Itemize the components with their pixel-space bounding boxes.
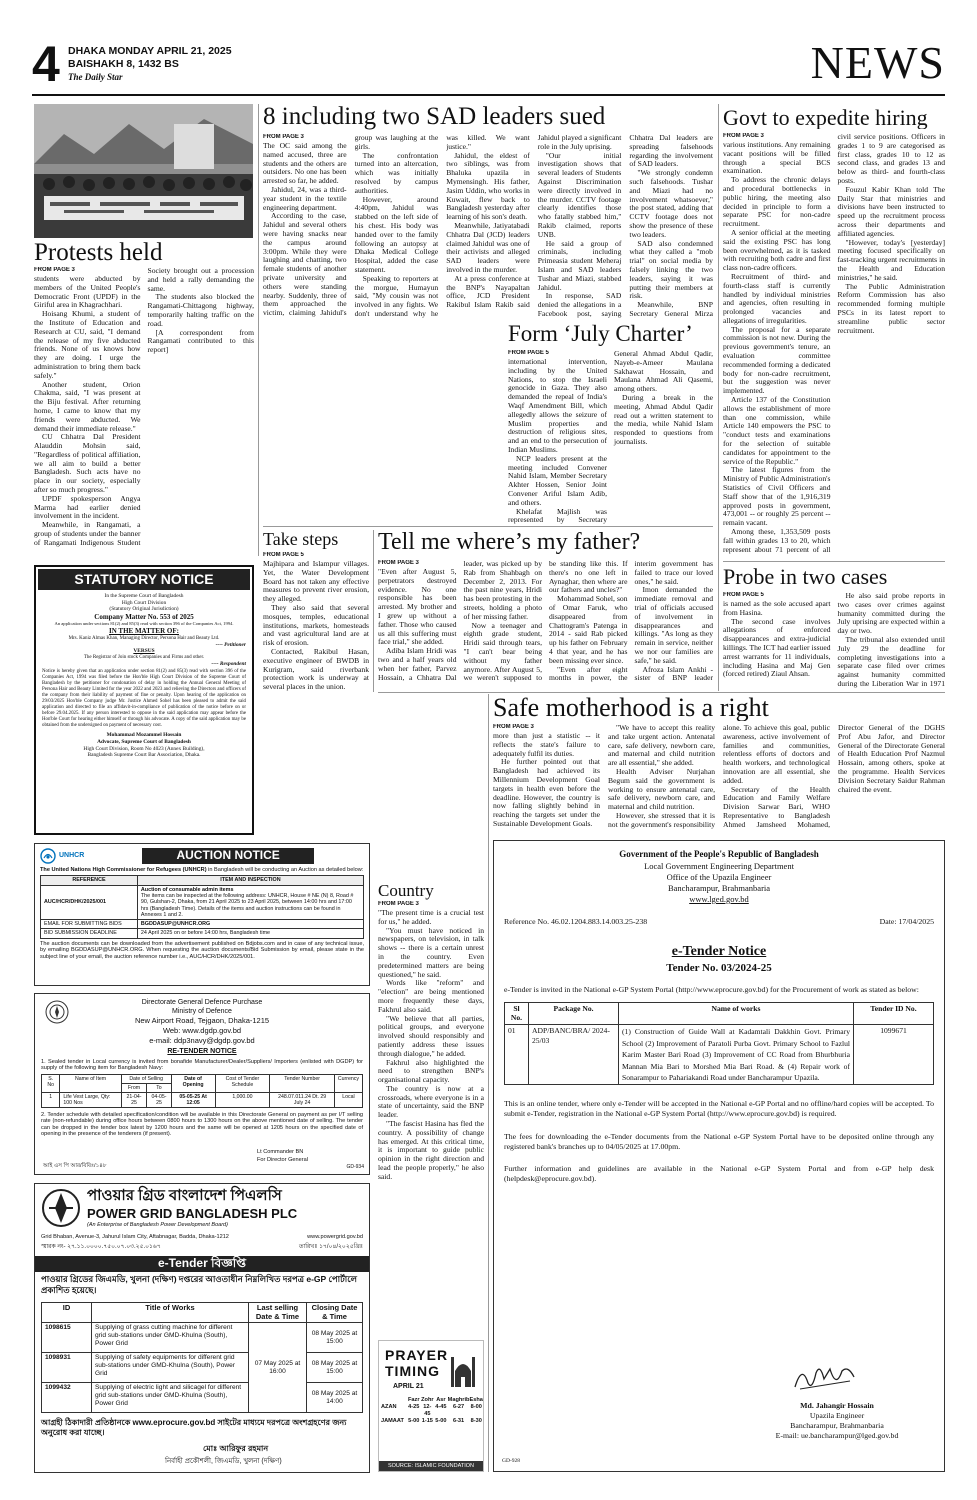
probe-headline: Probe in two cases bbox=[723, 565, 888, 589]
protests-paragraph: Meanwhile, in Rangamati, a group of students under the banner of Rangamati Indigenous Student Society brought out a procession and held a rally demanding the same. bbox=[34, 267, 254, 547]
pgcb-intro: পাওয়ার গ্রিডের জিএমডি, খুলনা (দক্ষিণ) দপ্তরের আওতাধীন নিম্নলিখিত দরপত্র e-GP পোর্টালে প্রকাশিত হয়েছে। bbox=[41, 1274, 357, 1296]
pgcb-logo-icon bbox=[41, 1188, 81, 1228]
protests-paragraph: students were abducted by members of the United People's Democratic Front (UPDF) in the Giriful area in Khagrachhari. bbox=[34, 273, 141, 310]
protest-photo bbox=[34, 104, 253, 238]
govt-paragraph: Fouzul Kabir Khan told The Daily Star that ministries and divisions have been instructed to speed up the recruitment process across their departments and affiliated agencies. bbox=[837, 184, 945, 238]
prayer-time: 12-45 bbox=[423, 1404, 432, 1417]
lged-cell-package: ADP/BANC/BRA/ 2024-25/03 bbox=[529, 1025, 619, 1085]
dgdp-title: RE-TENDER NOTICE bbox=[167, 1048, 237, 1056]
sad-paragraph: Speaking to reporters at the morgue, Humayun said, "My cousin was not involved in any fights. We don't understand why he was killed. We want justice." bbox=[354, 134, 530, 318]
probe-body bbox=[723, 592, 945, 692]
pgcb-table bbox=[41, 1302, 363, 1413]
protests-paragraph: CU Chhatra Dal President Alauddin Mohsin said, "Regardless of political affiliation, we all aim to build a better Bangladesh. Such acts have no place in our society, especially after so much progress." bbox=[34, 432, 141, 495]
sad-body bbox=[263, 134, 713, 322]
lged-web: www.lged.gov.bd bbox=[689, 893, 749, 904]
auction-item-details: The items can be inspected at the following address: UNHCR, House # NE (N) 8, Road # 90, Gulshan-2, Dhaka, from 21 April 2025 to 23 April 2025, between 14:00 hrs and 17:00 hrs (Bangladesh Time). Details of the items and auction instructions can be found in Annexes 1 and 2. bbox=[140, 893, 354, 918]
statutory-advocate-title: Advocate, Supreme Court of Bangladesh bbox=[97, 738, 191, 745]
protests-paragraph: [A correspondent from Rangamati contributed to this report] bbox=[147, 327, 254, 355]
auction-item-title: Auction of consumable admin items bbox=[140, 886, 234, 893]
prayer-time: 6-27 bbox=[452, 1404, 465, 1411]
country-paragraph: "You must have noticed in newspapers, on television, in talk shows -- there is a certain unrest in the country. Even predetermined matters are being questioned," he said. bbox=[378, 925, 484, 979]
dgdp-col-to: To bbox=[147, 1083, 171, 1092]
dgdp-col-sno: S. No bbox=[42, 1074, 60, 1092]
govt-paragraph: various institutions. Any remaining vacant positions will be filled through a special BCS examination. bbox=[723, 139, 831, 176]
charter-paragraph: NCP leaders present at the meeting included Convener Nahid Islam, Member Secretary Akhter Hossen, Senior Joint Convener Ariful Islam Adib, and others. bbox=[508, 453, 607, 507]
auction-deadline-label: BID SUBMISSION DEADLINE bbox=[41, 929, 138, 938]
charter-paragraph: During a break in the meeting, Ahmad Abdul Qadir read out a written statement to the media, while Nahid Islam responded to questions from journalists. bbox=[614, 392, 713, 446]
section-rule bbox=[378, 692, 945, 693]
pgcb-col-id: ID bbox=[42, 1303, 92, 1323]
lged-table bbox=[504, 1002, 934, 1086]
column-rule bbox=[373, 530, 374, 692]
country-paragraph: Fakhrul also highlighted the need to strengthen BNP's organisational capacity. bbox=[378, 1057, 484, 1085]
country-paragraph: Words like "reform" and "election" are being mentioned more frequently these days, Fakhrul also said. bbox=[378, 978, 484, 1014]
protests-paragraph: Another student, Orion Chakma, said, "I was present at the Biju festival. After returning home, I came to know that my friends were abducted. We demand their immediate release." bbox=[34, 379, 141, 433]
statutory-notice bbox=[34, 565, 254, 835]
prayer-time: 4-25 bbox=[408, 1404, 420, 1411]
prayer-header: Zohr bbox=[421, 1397, 434, 1403]
probe-paragraph: The second case involves allegations of enforced disappearances and extra-judicial killings. The ICT had earlier issued arrest warrants for 11 individuals, including Hasina and Maj Gen (forced retired) Ziaul Ahsan. bbox=[723, 616, 831, 679]
country-body bbox=[378, 901, 484, 1333]
father-paragraph: Imon demanded the immediate removal and trial of officials accused of involvement in disappearances and killings. "As long as they remain in service, neither we nor our families are safe," he said. bbox=[634, 585, 713, 665]
dgdp-paragraph-2: 2. Tender schedule with detailed specification/condition will be available in this Directorate General on payment as per I/T selling rate (non-refundable) during office hours between 0800 hours to 1300 hours on the above mentioned date of selling. The tender can be dropped in the tender box latest by 1200 hours and the same will be opened at 1205 hours on the specified date of opening in the presence of the tenderers (if present). bbox=[41, 1111, 363, 1138]
statutory-respondent-role: ---- Respondent bbox=[211, 660, 246, 667]
lged-col-package: Package No. bbox=[529, 1002, 619, 1025]
steps-body bbox=[263, 552, 369, 692]
charter-kicker: FROM PAGE 5 bbox=[508, 350, 549, 356]
lged-col-works: Name of works bbox=[619, 1002, 854, 1025]
statutory-versus: VERSUS bbox=[133, 648, 155, 655]
father-paragraph: "Even after August 5, perpetrators destroyed evidence. No one responsible has been arrested. My brother and I grew up without a father. Those who caused us all this suffering must face trial," she added. bbox=[378, 566, 457, 647]
lged-cell-sl: 01 bbox=[505, 1025, 529, 1085]
masthead-rule bbox=[32, 94, 945, 96]
auction-footer: The auction documents can be downloaded from the advertisement published on Bdjobs.com and in case of any technical issue, by emailing BGDDASUP@UNHCR.ORG. When requesting the auction documents/Bid Submission by email, please state in the subject line of your email, the auction reference number i.e., AUC/HCR/DHK/2025/001. bbox=[40, 940, 364, 960]
prayer-time: 4-45 bbox=[435, 1404, 447, 1411]
dgdp-col-from: From bbox=[121, 1083, 147, 1092]
lged-intro: e-Tender is invited in the National e-GP System Portal (http://www.eprocure.gov.bd) for the Procurement of work as stated as below: bbox=[504, 985, 919, 995]
pgcb-notice bbox=[34, 1183, 370, 1473]
lged-dept: Local Government Engineering Department bbox=[644, 860, 794, 871]
prayer-head-blank bbox=[381, 1397, 407, 1403]
auction-notice bbox=[34, 843, 370, 986]
statutory-matter: Company Matter No. 553 of 2025 bbox=[94, 612, 194, 621]
statutory-petitioner-role: ---- Petitioner bbox=[215, 641, 246, 648]
auction-deadline: 24 April 2025 on or before 14:00 hrs, Bangladesh time bbox=[137, 929, 363, 938]
govt-paragraph: A senior official at the meeting said the existing PSC has long been overwhelmed, as it is tasked with recruiting both cadre and first class non-cadre officers. bbox=[723, 227, 831, 273]
safe-body bbox=[493, 724, 945, 836]
auction-col-reference: REFERENCE bbox=[41, 876, 138, 885]
statutory-jurisdiction: (Statutory Original Jurisdiction) bbox=[109, 606, 179, 613]
statutory-court: In the Supreme Court of Bangladesh bbox=[104, 593, 184, 600]
lged-col-sl: Sl No. bbox=[505, 1002, 529, 1025]
probe-paragraph: He also said probe reports in two cases over crimes against humanity committed during the July uprising are expected within a day or two. bbox=[837, 592, 945, 636]
sad-paragraph: "Our initial investigation shows that several leaders of Students Against Discrimination were directly involved in the murder. CCTV footage clearly identifies those who fatally stabbed him," Rakib claimed, reports UNB. bbox=[537, 150, 622, 239]
safe-paragraph: He further pointed out that Bangladesh had achieved its Millennium Development Goal targets in health even before the deadline. However, the country is now falling slightly behind in reaching the targets set under the Sustainable Development Goals. bbox=[493, 757, 600, 828]
safe-paragraph: However, she stressed that it is not the government's responsibility alone. To achieve this goal, public awareness, active involvement of families and communities, relentless efforts of doctors and health workers, and technological innovation are all essential, she added. bbox=[608, 724, 830, 829]
pgcb-row-id: 1098931 bbox=[42, 1353, 92, 1383]
govt-paragraph: The latest figures from the Ministry of Public Administration's Statistics of Civil Officers and Staff show that of the 1,916,319 approved posts in government, 473,001 -- or roughly 25 percent -- remain vacant. bbox=[723, 465, 831, 528]
father-paragraph: Afroza Islam Ankhi - sister of BNP leader bbox=[634, 664, 713, 683]
lged-paragraph-1: This is an online tender, where only e-Tender will be accepted in the National e-GP Portal and no offline/hard copies will be accepted. To submit e-Tender, registration in the National e-GP System Portal (http://www.eprocure.gov.bd) is required. bbox=[504, 1099, 934, 1119]
steps-kicker: FROM PAGE 5 bbox=[263, 552, 304, 558]
lged-gd: GD-928 bbox=[502, 1457, 521, 1464]
lged-office: Office of the Upazila Engineer bbox=[666, 871, 772, 882]
statutory-petitioner: Mrs. Kaniz Almas Khan, Managing Director, Persona Hair and Beauty Ltd. bbox=[68, 635, 220, 641]
protests-kicker: FROM PAGE 3 bbox=[34, 267, 75, 273]
dgdp-email: e-mail: ddp3navy@dgdp.gov.bd bbox=[149, 1035, 255, 1045]
steps-paragraph: They also said that several mosques, temples, educational institutions, markets, homesteads and vast agricultural land are at risk of erosion. bbox=[263, 602, 369, 648]
lged-gov: Government of the People's Republic of Bangladesh bbox=[619, 849, 819, 859]
auction-email-label: EMAIL FOR SUBMITTING BIDS bbox=[41, 920, 138, 929]
lged-ref: Reference No. 46.02.1204.883.14.003.25-238 bbox=[504, 916, 648, 926]
lged-notice bbox=[493, 840, 945, 1472]
lged-date: Date: 17/04/2025 bbox=[879, 916, 934, 926]
country-paragraph: "The present time is a crucial test for us," he added. bbox=[378, 907, 484, 926]
dgdp-sign-2: For Director General bbox=[257, 1157, 308, 1163]
statutory-title: STATUTORY NOTICE bbox=[38, 569, 250, 590]
father-headline: Tell me where’s my father? bbox=[378, 530, 641, 555]
father-paragraph: Adiba Islam Hridi was two and a half years old when her father, Parvez Hossain, a Chhatra Dal leader, was picked up by Rab from Shahbagh on December 2, 2013. For the past nine years, Hridi has been protesting in the streets, holding a photo of her missing father. bbox=[378, 560, 542, 682]
probe-paragraph: is named as the sole accused apart from Hasina. bbox=[723, 598, 831, 617]
pgcb-row-title: Supplying of grass cutting machine for different grid sub-stations under GMD-Khulna (South), Power Grid bbox=[92, 1323, 249, 1353]
dgdp-cell: 248.07.011.24 Dt. 29 July 24 bbox=[270, 1092, 335, 1107]
pgcb-col-last-selling: Last selling Date & Time bbox=[249, 1303, 307, 1323]
dgdp-col-cost: Cost of Tender Schedule bbox=[215, 1074, 270, 1092]
govt-headline: Govt to expedite hiring bbox=[723, 106, 928, 130]
sad-paragraph: Jahidul, the eldest of two siblings, was from Bhaluka upazila in Mymensingh. His father, Jasim Uddin, who works in Kuwait, flew back to Bangladesh yesterday after learning of his son's death. bbox=[446, 150, 530, 222]
prayer-time: 6-31 bbox=[452, 1418, 465, 1425]
prayer-time: 1-15 bbox=[421, 1418, 433, 1425]
lged-cell-tender-id: 1099671 bbox=[854, 1025, 934, 1085]
govt-paragraph: Article 137 of the Constitution allows the establishment of more than one commission, while Article 140 empowers the PSC to "conduct tests and examinations for the selection of suitable candidates for appointment to the service of the Republic." bbox=[723, 395, 831, 466]
govt-body bbox=[723, 133, 945, 561]
safe-headline: Safe motherhood is a right bbox=[493, 694, 769, 722]
lged-title: e-Tender Notice bbox=[671, 944, 767, 959]
lged-paragraph-2: The fees for downloading the e-Tender documents from the National e-GP System Portal have to be deposited online through any registered bank's branches up to 04/05/2025 at 17.00pm. bbox=[504, 1131, 934, 1151]
dgdp-cell: 1,000.00 bbox=[215, 1092, 270, 1107]
section-rule bbox=[263, 526, 713, 527]
pgcb-web: www.powergrid.gov.bd bbox=[307, 1234, 363, 1240]
dgdp-org: Directorate General Defence Purchase bbox=[141, 999, 263, 1006]
steps-paragraph: Contacted, Rakibul Hasan, executive engineer of BWDB in Kurigram, said riverbank protection work is underway at several places in the union. bbox=[263, 646, 369, 692]
section-rule bbox=[723, 561, 945, 562]
pgcb-sign-name: মোঃ আরিফুর রহমান bbox=[203, 1444, 269, 1453]
page-number: 4 bbox=[32, 40, 60, 88]
protests-paragraph: UPDF spokesperson Angya Marma had earlier denied involvement in the incident. bbox=[34, 493, 141, 521]
pgcb-sign-title: নির্বাহী প্রকৌশলী, জিএমডি, খুলনা (দক্ষিণ) bbox=[165, 1458, 282, 1465]
protest-photo-image bbox=[34, 104, 253, 238]
pgcb-row-closing: 08 May 2025 at 15:00 bbox=[307, 1353, 363, 1383]
pgcb-row-id: 1099432 bbox=[42, 1383, 92, 1413]
statutory-application: An application under sections 81(2) and 85(3) read with section 396 of the Companies Act, 1994. bbox=[54, 621, 234, 627]
auction-intro-text: in Bangladesh will be conducting an Auction as detailed below: bbox=[206, 867, 364, 873]
lged-sign-place: Bancharampur, Brahmanbaria bbox=[790, 1421, 884, 1431]
sad-paragraph: At a press conference at the BNP's Nayapaltan office, JCD President Rakibul Islam Rakib said Jahidul played a significant role in the July uprising. bbox=[446, 134, 622, 310]
protests-headline: Protests held bbox=[34, 240, 163, 266]
unhcr-logo bbox=[40, 848, 84, 864]
prayer-header: Maghrib bbox=[447, 1397, 470, 1403]
sad-paragraph: The OC said among the named accused, three are students and the others are outsiders. No one has been arrested so far, he added. bbox=[263, 140, 347, 186]
dgdp-cell: 04-05-25 bbox=[147, 1092, 171, 1107]
father-paragraph: Now a teenager and eighth grade student, Hridi said through tears, "I can't bear being without my father anymore. After August 5, we weren't supposed to be standing like this. If there's no one left in Aynaghar, then where are our fathers and uncles?" bbox=[463, 560, 628, 683]
dgdp-table bbox=[41, 1074, 363, 1108]
govt-kicker: FROM PAGE 3 bbox=[723, 133, 764, 139]
lged-col-tender-id: Tender ID No. bbox=[854, 1002, 934, 1025]
prayer-source: SOURCE: ISLAMIC FOUNDATION bbox=[379, 1461, 483, 1471]
dgdp-col-tender: Tender Number bbox=[270, 1074, 335, 1092]
prayer-header: Asr bbox=[436, 1397, 446, 1403]
protests-body bbox=[34, 267, 254, 550]
dgdp-ministry: Ministry of Defence bbox=[172, 1008, 232, 1016]
mosque-icon bbox=[449, 1349, 477, 1389]
safe-kicker: FROM PAGE 3 bbox=[493, 724, 534, 730]
prayer-time: 5-00 bbox=[435, 1418, 447, 1425]
govt-paragraph: The proposal for a separate commission is not new. During the previous government's tenure, an evaluation committee recommended forming a dedicated body for non-cadre recruitment, but the suggestion was never implemented. bbox=[723, 324, 831, 396]
pgcb-row-title: Supplying of electric light and silicagel for different grid sub-stations under GMD-Khulna (South), Power Grid bbox=[92, 1383, 249, 1413]
govt-paragraph: Recruitment of third- and fourth-class staff is currently handled by individual ministries and agencies, often resulting in prolonged vacancies and allegations of irregularities. bbox=[723, 271, 831, 325]
prayer-header: Fazr bbox=[408, 1397, 420, 1403]
country-paragraph: The country is now at a crossroads, where everyone is in a state of uncertainty, said the BNP leader. bbox=[378, 1083, 484, 1120]
dgdp-col-item: Name of Item bbox=[60, 1074, 121, 1092]
govt-paragraph: To address the chronic delays and procedural bottlenecks in public hiring, the meeting also decided in principle to form a separate PSC for non-cadre recruitment. bbox=[723, 175, 831, 229]
sad-paragraph: Meanwhile, Jatiyatabadi Chhatra Dal (JCD) leaders claimed Jahidul was one of their activists and alleged SAD leaders were involved in the murder. bbox=[446, 220, 530, 274]
father-paragraph: "Even after eight months in power, the interim government has failed to trace our loved ones," he said. bbox=[549, 560, 713, 683]
pgcb-title: e-Tender বিজ্ঞপ্তি bbox=[35, 1256, 369, 1272]
dgdp-col-opening: Date of Opening bbox=[171, 1074, 215, 1092]
pgcb-col-title: Title of Works bbox=[92, 1303, 249, 1323]
lged-sign-name: Md. Jahangir Hossain bbox=[800, 1401, 874, 1410]
dgdp-code: আই এস পি আর/বিবিঃ/১৪৮ bbox=[43, 1163, 107, 1169]
pgcb-name: POWER GRID BANGLADESH PLC bbox=[87, 1206, 298, 1221]
sad-paragraph: The confrontation turned into an altercation, which was initially resolved by campus authorities. bbox=[354, 150, 439, 195]
father-kicker: FROM PAGE 3 bbox=[378, 560, 419, 566]
auction-reference: AUC/HCR/DHK/2025/001 bbox=[41, 885, 138, 919]
statutory-address-2: Bangladesh Supreme Court Bar Association, Dhaka. bbox=[87, 752, 201, 759]
auction-title: AUCTION NOTICE bbox=[142, 848, 314, 864]
paper-name: The Daily Star bbox=[68, 72, 123, 82]
dgdp-notice bbox=[34, 993, 370, 1175]
dgdp-cell: 05-05-25 At 12:05 bbox=[171, 1092, 215, 1107]
auction-table bbox=[40, 875, 364, 938]
section-title: NEWS bbox=[810, 40, 945, 86]
lged-place: Bancharampur, Brahmanbaria bbox=[667, 882, 771, 893]
prayer-box bbox=[378, 1340, 484, 1472]
auction-col-item: ITEM AND INSPECTION bbox=[137, 876, 363, 885]
statutory-respondent: The Registrar of Join stock Companies and Firms and other. bbox=[83, 654, 205, 660]
charter-paragraph: Khelafat Majlish was represented by Secretary General Ahmad Abdul Qadir, Nayeb-e-Ameer Maulana Sakhawat Hossain, and Maulana Ahmad Ali Qasemi, among others. bbox=[508, 350, 713, 525]
auction-item bbox=[137, 885, 363, 919]
sad-paragraph: According to the case, Jahidul and several others were having snacks near the campus around 3:00pm. While they were laughing and chatting, two female students of another private university and others were standing nearby. Suddenly, three of them approached the victim, claiming Jahidul's group was laughing at the girls. bbox=[263, 134, 439, 318]
father-paragraph: Mohammad Sohel, son of Omar Faruk, who disappeared from Chattogram's Patenga in 2014 - said Rab picked up his father on February 4 that year, and he has been missing ever since. bbox=[549, 594, 628, 665]
steps-headline: Take steps bbox=[263, 530, 339, 549]
prayer-time: 5-00 bbox=[408, 1418, 420, 1425]
country-kicker: FROM PAGE 3 bbox=[378, 901, 419, 907]
dgdp-web: Web: www.dgdp.gov.bd bbox=[162, 1025, 242, 1035]
prayer-row-label: AZAN bbox=[381, 1404, 397, 1411]
prayer-time: 8-00 bbox=[470, 1404, 482, 1411]
dateline-bangla: BAISHAKH 8, 1432 BS bbox=[68, 58, 179, 70]
sad-headline: 8 including two SAD leaders sued bbox=[263, 104, 606, 130]
sad-paragraph: SAD also condemned what they called a "mob trial" on social media by falsely linking the two leaders, saying it was putting their members at risk. bbox=[629, 238, 713, 301]
pgcb-row-title: Supplying of safety equipments for different grid sub-stations under GMD-Khulna (South), Power Grid bbox=[92, 1353, 249, 1383]
pgcb-row-closing: 08 May 2025 at 15:00 bbox=[307, 1323, 363, 1353]
sad-paragraph: He said a group of criminals, including Primeasia student Meheraj Islam and SAD leaders Tushar and Miazi, stabbed Jahidul. bbox=[537, 238, 622, 292]
column-rule bbox=[718, 104, 719, 691]
pgcb-row-closing: 08 May 2025 at 14:00 bbox=[307, 1383, 363, 1413]
steps-paragraph: Majhipara and Islampur villages. Yet, the Water Development Board has not taken any effective measures to prevent river erosion, they alleged. bbox=[263, 558, 369, 604]
column-rule bbox=[258, 104, 259, 556]
lged-signature bbox=[790, 1359, 860, 1395]
auction-intro bbox=[40, 867, 364, 873]
pgcb-date: তারিখঃ ১৭/০৪/২০২৫খ্রিঃ bbox=[299, 1244, 363, 1250]
lged-paragraph-3: Further information and guidelines are available in the National e-GP System Portal and from e-GP help desk (helpdesk@eprocure.gov.bd). bbox=[504, 1163, 934, 1183]
pgcb-name-bangla: পাওয়ার গ্রিড বাংলাদেশ পিএলসি bbox=[87, 1187, 282, 1204]
dgdp-emblem-icon bbox=[45, 1000, 69, 1024]
govt-paragraph: The Public Administration Reform Commission has also recommended forming multiple PSCs in its latest report to streamline public sector recruitment. bbox=[837, 281, 945, 335]
statutory-body: Notice is hereby given that an application under section 81(2) and 85(3) read with section 396 of the Companies Act, 1994 was filed before the Hon'ble High Court Division of the Supreme Court of Bangladesh by the petitioner for condonation of delay in holding the Annual General Meeting of Persona Hair and Beauty Limited for the year 2022 and 2023 and relieving the Directors and officers of the company from their liability of payment of fine or penalty. Upon hearing of the application on 29/03/2025 Hon'ble Company judge Mr. Justice Ahmed Sohel has been pleased to admit the said application and directed to file an affidavit-in-compliance of publication of the notice before on or before 29.04.2025. If any person interested to oppose in the said application may appear before the Hon'ble Court for hearing either himself or through his advocate. A copy of the said application may be obtained from the undersigned on payment of necessary cost. bbox=[42, 669, 246, 729]
prayer-time: 8-30 bbox=[470, 1418, 482, 1425]
prayer-title-2: TIMING bbox=[385, 1363, 440, 1379]
pgcb-col-closing: Closing Date & Time bbox=[307, 1303, 363, 1323]
prayer-date: APRIL 21 bbox=[393, 1383, 424, 1390]
country-headline: Country bbox=[378, 882, 434, 900]
dgdp-address: New Airport Road, Tejgaon, Dhaka-1215 bbox=[134, 1016, 270, 1026]
prayer-header: Esha bbox=[469, 1397, 483, 1403]
sad-paragraph: Jahidul, 24, was a third-year student in the textile engineering department. bbox=[263, 184, 347, 212]
sad-kicker: FROM PAGE 3 bbox=[263, 134, 304, 140]
unhcr-logo-text: UNHCR bbox=[59, 851, 85, 859]
auction-email: BGDDASUP@UNHCR.ORG bbox=[137, 920, 363, 929]
protests-paragraph: Hoisang Khumi, a student of the Institute of Education and Research at CU, said, "I demand the release of my five abducted friends. None of us knows how they are doing. I urge the administration to bring them back safely." bbox=[34, 309, 141, 380]
probe-kicker: FROM PAGE 5 bbox=[723, 592, 764, 598]
unhcr-logo-icon bbox=[40, 848, 56, 864]
sad-paragraph: "We strongly condemn such falsehoods. Tushar and Miazi had no involvement whatsoever," the post stated, adding that CCTV footage does not show the presence of these two leaders. bbox=[629, 168, 713, 239]
charter-paragraph: international intervention, including by the United Nations, to stop the Israeli genocide in Gaza. They also demanded the repeal of India's Waqf Amendment Bill, which allegedly allows the seizure of Muslim properties and destruction of religious sites, and an end to the persecution of Indian Muslims. bbox=[508, 356, 607, 454]
dgdp-col-selling: Date of Selling bbox=[121, 1074, 171, 1083]
pgcb-last-selling: 07 May 2025 at 16:00 bbox=[249, 1323, 307, 1413]
charter-headline: Form ‘July Charter’ bbox=[508, 322, 693, 346]
lged-tender-no: Tender No. 03/2024-25 bbox=[666, 962, 772, 975]
dgdp-gd: GD-934 bbox=[346, 1164, 364, 1170]
lged-sign-email: E-mail: ue.bancharampur@lged.gov.bd bbox=[775, 1431, 899, 1441]
safe-paragraph: Secretary of the Health Education and Family Welfare Division Sarwar Bari, WHO Representative to Bangladesh Ahmed Jamsheed Mohamed, Director General of the DGHS Prof Abu Jafor, and Director General of the Directorate General of Health Education Prof Nazmul Hossain, among others, spoke at the programme. Health Services Division Secretary Saidur Rahman chaired the event. bbox=[723, 724, 945, 829]
safe-paragraph: more than just a statistic -- it reflects the state's failure to adequately fulfil its duties. bbox=[493, 730, 600, 758]
govt-paragraph: "However, today's [yesterday] meeting focused specifically on fast-tracking urgent recruitments in the Health and Education ministries," he said. bbox=[837, 237, 945, 282]
dgdp-cell: Local bbox=[334, 1092, 362, 1107]
dgdp-paragraph-1: 1. Sealed tender in Local currency is invited from bonafide Manufacturer/Dealer/Suppliers/ Importers (enlisted with DGDP) for supply of the following item for Bangladesh Navy: bbox=[41, 1058, 363, 1072]
dgdp-cell: Life Vest Large, Qty: 100 Nos bbox=[60, 1092, 121, 1107]
govt-paragraph: Among these, 1,353,509 posts fall within grades 13 to 20, which represent about 71 percent of all civil service positions. Officers in grades 1 to 9 are categorised as first class, grades 10 to 12 as second class, and grades 13 and below as third- and fourth-class posts. bbox=[723, 133, 945, 554]
pgcb-memo: স্মারক নং- ২৭.১১.০০০০.৭৫০.০৭.০৩.২৫.০১৬৭ bbox=[41, 1244, 161, 1250]
prayer-row-label: JAMAAT bbox=[381, 1418, 404, 1425]
pgcb-row-id: 1098615 bbox=[42, 1323, 92, 1353]
dateline: DHAKA MONDAY APRIL 21, 2025 bbox=[68, 45, 232, 57]
lged-cell-works: (1) Construction of Guide Wall at Kadamtali Dakkhin Govt. Primary School (2) Improvement of Paratoli Purba Govt. Primary School to Fazlul Karim Master Bari Road (3) Improvement of CC Road from Bhurbhuria Mannan Mia Bari to Morshed Mia Bari Road. & (4) Repair work of Sonarampur to Pahariakandi Road under Bancharampur Upazila. bbox=[619, 1025, 854, 1085]
statutory-advocate: Mohammad Mozammel Hossain bbox=[106, 732, 182, 739]
pgcb-subtitle: (An Enterprise of Bangladesh Power Development Board) bbox=[87, 1222, 228, 1228]
dgdp-cell: 21-04-25 bbox=[121, 1092, 147, 1107]
safe-paragraph: "We have to accept this reality and take urgent action. Antenatal care, safe delivery, newborn care, and maternal and child nutrition are all essential," she added. bbox=[608, 724, 715, 768]
statutory-in-matter: IN THE MATTER OF: bbox=[109, 626, 179, 635]
charter-body bbox=[508, 350, 713, 526]
prayer-table bbox=[381, 1397, 483, 1425]
sad-paragraph: However, around 4:40pm, Jahidul was stabbed on the left side of his chest. His body was handed over to the family following an autopsy at Dhaka Medical College Hospital, added the case statement. bbox=[354, 194, 439, 274]
probe-paragraph: The tribunal also extended until July 29 the deadline for completing investigations into a separate case filed over crimes against humanity committed during the Liberation War in 1971 bbox=[837, 634, 945, 688]
dgdp-col-currency: Currency bbox=[334, 1074, 362, 1092]
lged-sign-title: Upazila Engineer bbox=[809, 1411, 865, 1421]
pgcb-address: Grid Bhaban, Avenue-3, Jahurul Islam City, Aftabnagar, Badda, Dhaka-1212 bbox=[41, 1234, 229, 1240]
sad-paragraph: In response, SAD denied the allegations in a Facebook post, saying Chhatra Dal leaders are spreading falsehoods regarding the involvement of SAD leaders. bbox=[537, 134, 713, 318]
country-paragraph: "The fascist Hasina has fled the country. A possibility of change has emerged. At this critical time, it is important to guide public opinion in the right direction and lead the people properly," he also said. bbox=[378, 1119, 484, 1181]
column-rule bbox=[488, 694, 489, 1472]
statutory-address-1: High Court Division, Room No 4023 (Annex Building), bbox=[83, 745, 205, 752]
safe-paragraph: Health Adviser Nurjahan Begum said the government is working to ensure antenatal care, safe delivery, newborn care, and maternal and child nutrition. bbox=[608, 766, 715, 812]
sad-paragraph: Meanwhile, BNP Secretary General Mirza bbox=[629, 300, 713, 318]
prayer-title: PRAYER bbox=[385, 1347, 449, 1363]
country-paragraph: "We believe that all parties, political groups, and everyone involved should responsibly and patiently address these issues through dialogue," he added. bbox=[378, 1013, 484, 1058]
pgcb-footer: আগ্রহী ঠিকাদারী প্রতিষ্ঠানকে www.eprocure.gov.bd সাইটের মাধ্যমে দরপত্রে অংশগ্রহণের জন্য অনুরোধ করা যাচ্ছে। bbox=[41, 1418, 347, 1438]
auction-intro-org: The United Nations High Commissioner for Refugees (UNHCR) bbox=[40, 867, 207, 873]
protests-paragraph: The students also blocked the Rangamati-Chittagong highway, temporarily halting traffic on the road. bbox=[147, 292, 254, 328]
dgdp-cell: 1 bbox=[42, 1092, 60, 1107]
father-body bbox=[378, 560, 713, 691]
dgdp-sign-1: Lt Commander BN bbox=[257, 1149, 304, 1155]
statutory-division: High Court Division bbox=[121, 599, 167, 606]
